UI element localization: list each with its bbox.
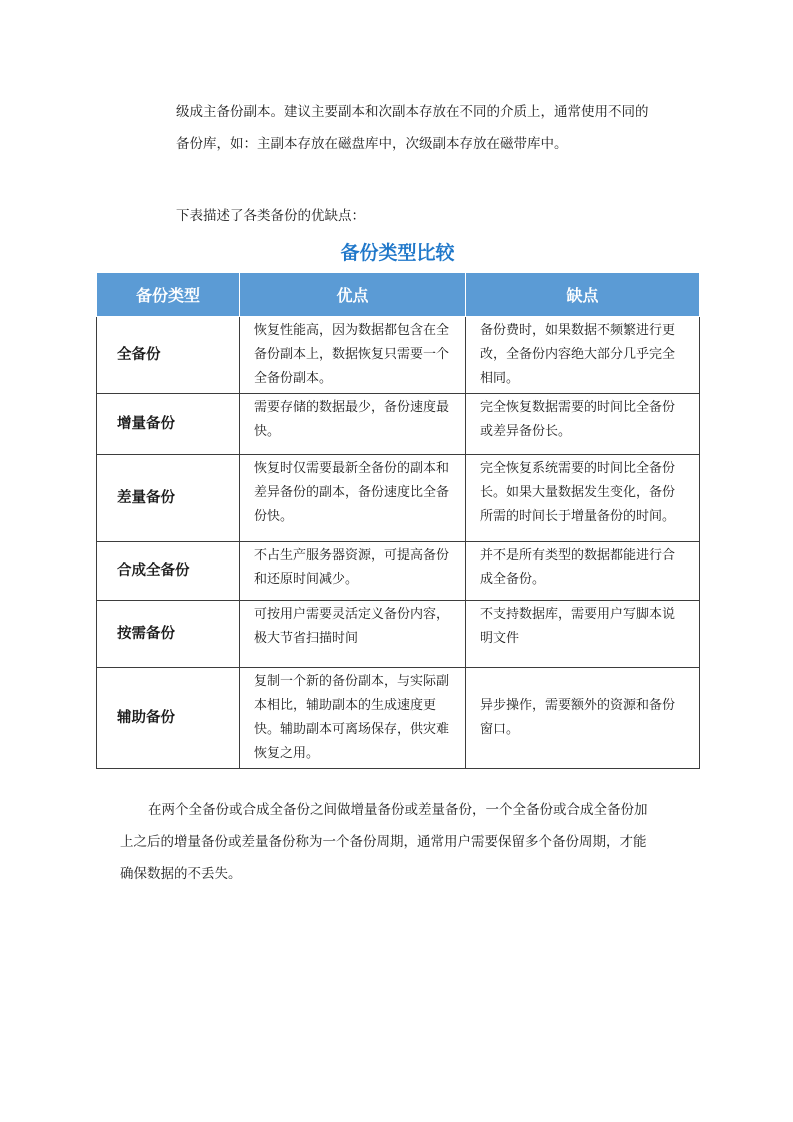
outro-line: 上之后的增量备份或差量备份称为一个备份周期，通常用户需要保留多个备份周期，才能: [120, 834, 647, 850]
intro-line: 备份库，如：主副本存放在磁盘库中，次级副本存放在磁带库中。: [176, 136, 568, 152]
header-type: 备份类型: [97, 273, 240, 317]
cell-type: 按需备份: [97, 601, 240, 668]
backup-comparison-table: [96, 272, 700, 769]
table-row: [97, 542, 700, 601]
intro-paragraph: [176, 96, 696, 160]
cell-pros: 复制一个新的备份副本，与实际副本相比，辅助副本的生成速度更快。辅助副本可离场保存，供灾难恢复之用。: [240, 668, 466, 769]
cell-cons: 备份费时，如果数据不频繁进行更改，全备份内容绝大部分几乎完全相同。: [466, 317, 700, 394]
table-row: [97, 601, 700, 668]
cell-type: 差量备份: [97, 455, 240, 542]
cell-cons: 并不是所有类型的数据都能进行合成全备份。: [466, 542, 700, 601]
table-header-row: [97, 273, 700, 317]
cell-pros: 需要存储的数据最少，备份速度最快。: [240, 394, 466, 455]
cell-cons: 不支持数据库，需要用户写脚本说明文件: [466, 601, 700, 668]
table-title: 备份类型比较: [340, 242, 455, 264]
outro-line: 确保数据的不丢失。: [120, 866, 242, 882]
cell-type: 全备份: [97, 317, 240, 394]
table-row: [97, 455, 700, 542]
intro-line: 级成主备份副本。建议主要副本和次副本存放在不同的介质上，通常使用不同的: [176, 104, 649, 120]
outro-line: 在两个全备份或合成全备份之间做增量备份或差量备份，一个全备份或合成全备份加: [148, 802, 648, 818]
table-row: [97, 394, 700, 455]
cell-pros: 不占生产服务器资源，可提高备份和还原时间减少。: [240, 542, 466, 601]
table-intro-text: 下表描述了各类备份的优缺点：: [176, 208, 365, 224]
cell-type: 增量备份: [97, 394, 240, 455]
cell-pros: 可按用户需要灵活定义备份内容，极大节省扫描时间: [240, 601, 466, 668]
cell-pros: 恢复性能高，因为数据都包含在全备份副本上，数据恢复只需要一个全备份副本。: [240, 317, 466, 394]
cell-cons: 完全恢复系统需要的时间比全备份长。如果大量数据发生变化，备份所需的时间长于增量备份的时间。: [466, 455, 700, 542]
cell-type: 合成全备份: [97, 542, 240, 601]
header-pros: 优点: [240, 273, 466, 317]
header-cons: 缺点: [466, 273, 700, 317]
table-row: [97, 668, 700, 769]
cell-cons: 异步操作，需要额外的资源和备份窗口。: [466, 668, 700, 769]
cell-type: 辅助备份: [97, 668, 240, 769]
cell-cons: 完全恢复数据需要的时间比全备份或差异备份长。: [466, 394, 700, 455]
table-row: [97, 317, 700, 394]
cell-pros: 恢复时仅需要最新全备份的副本和差异备份的副本，备份速度比全备份快。: [240, 455, 466, 542]
outro-paragraph: [120, 794, 700, 890]
